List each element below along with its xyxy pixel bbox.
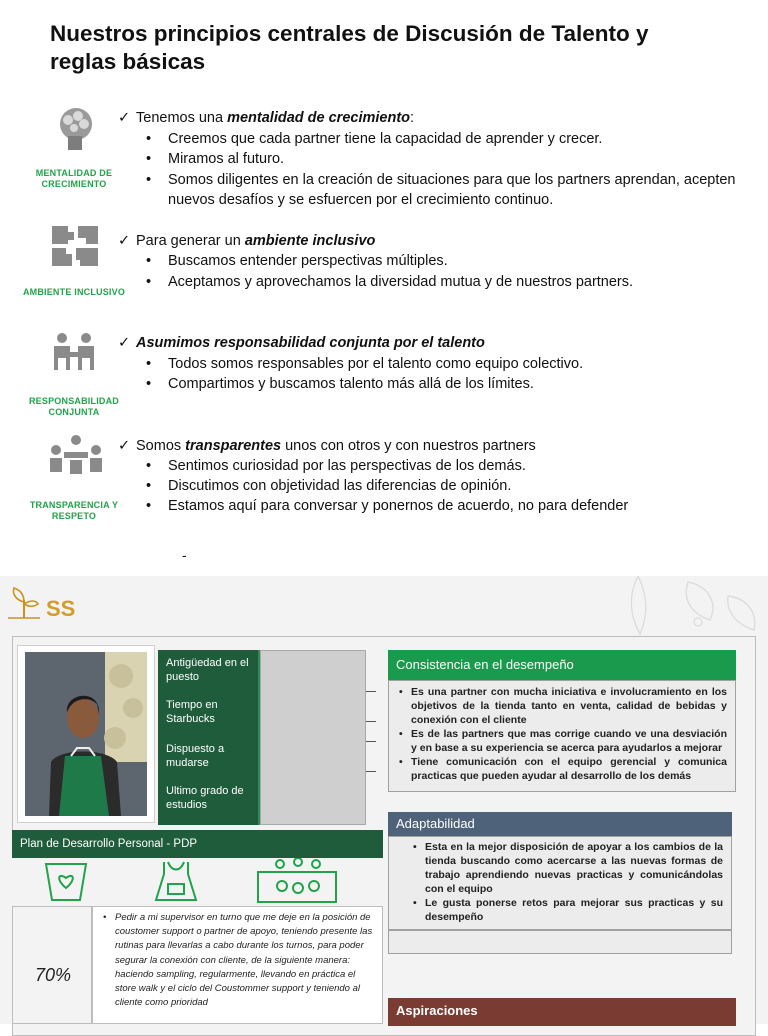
- principle-label: AMBIENTE INCLUSIVO: [22, 287, 126, 297]
- aspirations-title: Aspiraciones: [388, 998, 736, 1026]
- principle-heading: ✓ Asumimos responsabilidad conjunta por el talento: [118, 335, 485, 351]
- shared-responsibility-icon: [46, 330, 106, 378]
- sprout-logo: [6, 584, 78, 620]
- pdp-actions: [92, 906, 383, 1024]
- page-title: Nuestros principios centrales de Discusión de Talento y reglas básicas: [50, 21, 649, 74]
- principle-label: MENTALIDAD DE CRECIMIENTO: [35, 168, 113, 189]
- cup-heart-icon: [46, 864, 86, 900]
- pdp-bullet: • Pedir a mi supervisor en turno que me deje en la posición de coustomer support o partner de apoyo, teniendo presente las rutinas para llevarlas a cabo durante los turnos, para poder segurar la conexión con cliente, de la siguiente manera: haciendo sampling, regularmente, llevando en práctica el store walk y el ciclo del Coustommer support y teniendo al cliente como prioridad: [115, 911, 374, 1010]
- check-icon: ✓: [118, 233, 131, 249]
- adaptability-title: Adaptabilidad: [388, 812, 732, 836]
- principle-heading: ✓ Somos transparentes unos con otros y con nuestros partners: [118, 438, 536, 454]
- profile-fields: [158, 650, 260, 825]
- principle-bullet: • Miramos al futuro.: [146, 149, 746, 169]
- adaptability-bullet: • Le gusta ponerse retos para mejorar sus practicas y su desempeño: [411, 896, 723, 924]
- pdp-icons-row: [12, 858, 383, 906]
- principle-bullet: • Buscamos entender perspectivas múltiples.: [146, 251, 746, 271]
- check-icon: ✓: [118, 335, 131, 351]
- principle-bullet: • Discutimos con objetividad las diferencias de opinión.: [146, 476, 746, 496]
- consistency-bullet: • Es una partner con mucha iniciativa e involucramiento en los objetivos de la tienda tanto en venta, calidad de bebidas y conexión con el cliente: [397, 685, 727, 727]
- leaf-decoration: [618, 576, 768, 636]
- talent-card-slide: [0, 576, 768, 1024]
- principle-bullet: • Aceptamos y aprovechamos la diversidad mutua y de nuestros partners.: [146, 272, 746, 292]
- stray-dash: -: [182, 547, 187, 563]
- people-meeting-icon: [46, 434, 106, 482]
- adaptability-empty-row: [388, 930, 732, 954]
- partner-photo-frame: [17, 645, 155, 823]
- partner-photo: [25, 652, 147, 816]
- principle-bullet: • Sentimos curiosidad por las perspectivas de los demás.: [146, 456, 746, 476]
- principle-bullet: • Somos diligentes en la creación de situaciones para que los partners aprendan, acepten nuevos desafíos y se esfuercen por el crecimiento continuo.: [146, 170, 746, 210]
- check-icon: ✓: [118, 110, 131, 126]
- check-icon: ✓: [118, 438, 131, 454]
- field-tenure: Antigüedad en el puesto: [166, 657, 249, 683]
- principle-bullet: • Compartimos y buscamos talento más allá de los límites.: [146, 374, 746, 394]
- pdp-percent: 70%: [34, 965, 72, 985]
- principle-bullet: • Estamos aquí para conversar y ponernos de acuerdo, no para defender: [146, 496, 746, 516]
- adaptability-body: [388, 836, 732, 930]
- pdp-title: Plan de Desarrollo Personal - PDP: [12, 830, 383, 858]
- pdp-percent-cell: [12, 906, 92, 1024]
- principle-bullet: • Todos somos responsables por el talento como equipo colectivo.: [146, 354, 746, 374]
- profile-values-box: [260, 650, 366, 825]
- team-icon: [258, 858, 336, 902]
- inclusive-puzzle-icon: [46, 222, 106, 270]
- consistency-body: [388, 680, 736, 792]
- consistency-title: Consistencia en el desempeño: [388, 650, 736, 680]
- principle-heading: ✓ Para generar un ambiente inclusivo: [118, 233, 376, 249]
- field-relocate: Dispuesto a mudarse: [166, 743, 225, 769]
- apron-icon: [156, 862, 196, 900]
- adaptability-bullet: • Esta en la mejor disposición de apoyar a los cambios de la tienda buscando como acercarse a las nuevas formas de trabajo aprendiendo nuevas practicas y comunicándolas con el equipo: [411, 840, 723, 896]
- principle-label: RESPONSABILIDAD CONJUNTA: [28, 396, 119, 417]
- consistency-bullet: • Es de las partners que mas corrige cuando ve una desviación y en base a su experiencia se acerca para ayudarlos a mejorar: [397, 727, 727, 755]
- principle-heading: ✓ Tenemos una mentalidad de crecimiento:: [118, 110, 415, 126]
- growth-head-icon: [46, 104, 106, 152]
- principle-bullet: • Creemos que cada partner tiene la capacidad de aprender y crecer.: [146, 129, 746, 149]
- field-education: Ultimo grado de estudios: [166, 785, 244, 811]
- principle-label: TRANSPARENCIA Y RESPETO: [29, 500, 119, 521]
- consistency-bullet: • Tiene comunicación con el equipo gerencial y comunica practicas que pueden ayudar al desarrollo de los demás: [397, 755, 727, 783]
- logo-text: SS: [46, 596, 76, 620]
- field-starbucks-time: Tiempo en Starbucks: [166, 699, 218, 725]
